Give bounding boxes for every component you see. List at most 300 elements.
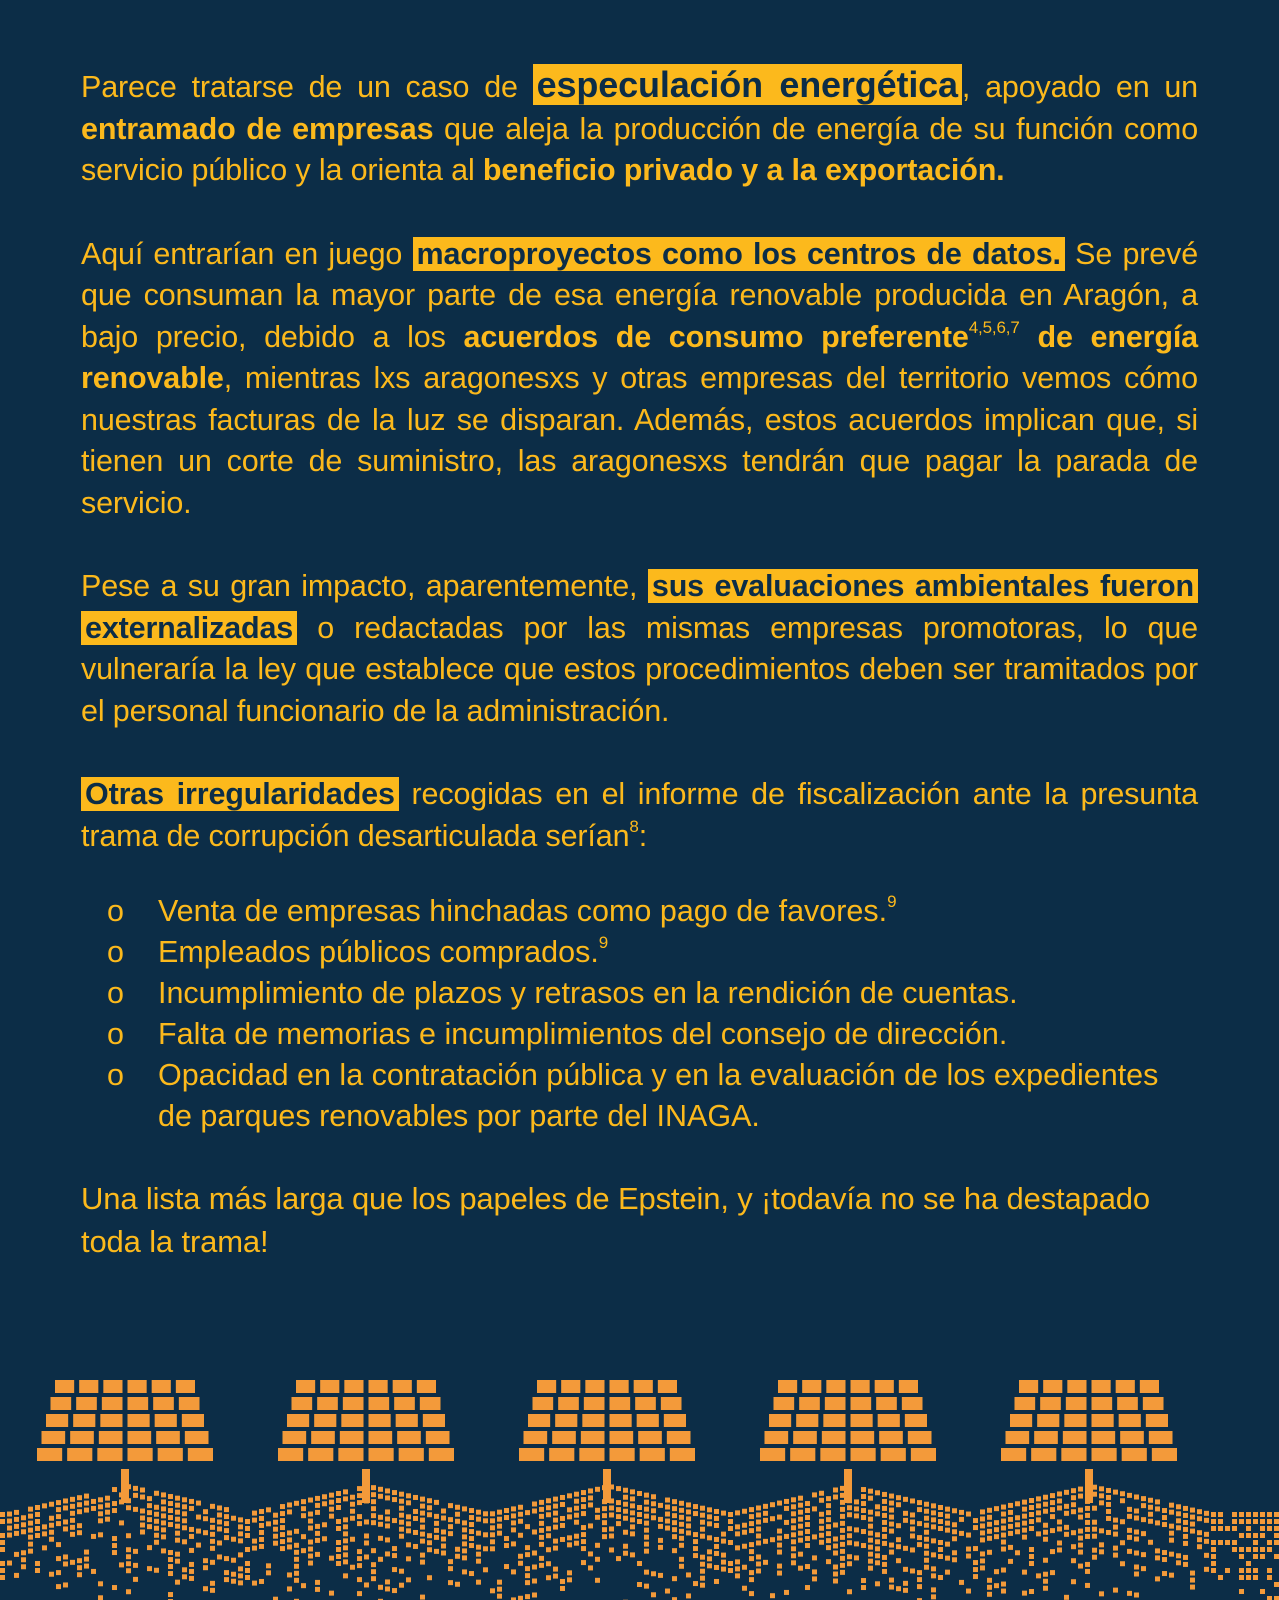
ground-pixel [14, 1573, 19, 1578]
footnote-ref: 9 [887, 892, 897, 911]
ground-pixel [588, 1523, 593, 1528]
ground-pixel [1211, 1519, 1216, 1524]
ground-pixel [1071, 1488, 1076, 1493]
ground-pixel [1050, 1549, 1055, 1554]
ground-pixel [1022, 1521, 1027, 1526]
ground-pixel [175, 1559, 180, 1564]
ground-pixel [182, 1511, 187, 1516]
panel-cell [185, 1431, 209, 1444]
ground-pixel [266, 1521, 271, 1526]
ground-pixel [784, 1520, 789, 1525]
ground-pixel [77, 1572, 82, 1577]
ground-pixel [497, 1510, 502, 1515]
panel-cell [369, 1397, 390, 1410]
ground-pixel [1078, 1494, 1083, 1499]
panel-cell [793, 1431, 817, 1444]
ground-pixel [630, 1524, 635, 1529]
ground-pixel [238, 1531, 243, 1536]
ground-pixel [357, 1591, 362, 1596]
ground-pixel [497, 1594, 502, 1599]
ground-pixel [868, 1538, 873, 1543]
panel-cell [802, 1380, 821, 1393]
ground-pixel [875, 1490, 880, 1495]
ground-pixel [182, 1574, 187, 1579]
ground-pixel [350, 1537, 355, 1542]
ground-pixel [1183, 1520, 1188, 1525]
ground-pixel [665, 1589, 670, 1594]
ground-pixel [1043, 1509, 1048, 1514]
ground-pixel [553, 1567, 558, 1572]
ground-pixel [889, 1522, 894, 1527]
ground-pixel [364, 1533, 369, 1538]
ground-pixel [1015, 1515, 1020, 1520]
ground-pixel [1008, 1503, 1013, 1508]
ground-pixel [294, 1501, 299, 1506]
ground-pixel [455, 1554, 460, 1559]
ground-pixel [1050, 1528, 1055, 1533]
ground-pixel [945, 1521, 950, 1526]
panel-cell [635, 1397, 656, 1410]
ground-pixel [189, 1534, 194, 1539]
panel-cell [155, 1414, 177, 1427]
ground-pixel [868, 1517, 873, 1522]
ground-pixel [154, 1491, 159, 1496]
ground-pixel [1274, 1519, 1279, 1524]
ground-pixel [1253, 1540, 1258, 1545]
ground-pixel [455, 1505, 460, 1510]
ground-pixel [168, 1508, 173, 1513]
ground-pixel [287, 1502, 292, 1507]
ground-pixel [420, 1511, 425, 1516]
ground-pixel [1064, 1532, 1069, 1537]
ground-pixel [133, 1486, 138, 1491]
ground-pixel [658, 1524, 663, 1529]
ground-pixel [476, 1559, 481, 1564]
ground-pixel [217, 1540, 222, 1545]
ground-pixel [238, 1552, 243, 1557]
ground-pixel [805, 1543, 810, 1548]
ground-pixel [77, 1495, 82, 1500]
ground-pixel [798, 1517, 803, 1522]
ground-pixel [1113, 1546, 1118, 1551]
ground-pixel [420, 1595, 425, 1600]
ground-pixel [294, 1578, 299, 1583]
ground-pixel [721, 1560, 726, 1565]
ground-pixel [798, 1538, 803, 1543]
ground-pixel [308, 1519, 313, 1524]
ground-pixel [434, 1535, 439, 1540]
ground-pixel [1162, 1508, 1167, 1513]
ground-pixel [896, 1544, 901, 1549]
ground-pixel [567, 1514, 572, 1519]
ground-pixel [189, 1576, 194, 1581]
panel-cell [100, 1414, 122, 1427]
ground-pixel [966, 1533, 971, 1538]
ground-pixel [308, 1512, 313, 1517]
ground-pixel [196, 1543, 201, 1548]
solar-panels-icon [0, 1360, 1279, 1600]
ground-pixel [371, 1513, 376, 1518]
ground-pixel [140, 1495, 145, 1500]
panel-cell [1067, 1380, 1086, 1393]
panel-cell [1043, 1380, 1062, 1393]
ground-pixel [546, 1533, 551, 1538]
ground-pixel [616, 1514, 621, 1519]
ground-pixel [1071, 1509, 1076, 1514]
ground-pixel [539, 1528, 544, 1533]
ground-pixel [14, 1510, 19, 1515]
ground-pixel [805, 1585, 810, 1590]
ground-pixel [819, 1540, 824, 1545]
ground-pixel [651, 1494, 656, 1499]
ground-pixel [406, 1542, 411, 1547]
list-item-text: Incumplimiento de plazos y retrasos en la rendición de cuentas. [158, 976, 1018, 1010]
ground-pixel [602, 1506, 607, 1511]
list-item-text: Falta de memorias e incumplimientos del consejo de dirección. [158, 1017, 1008, 1051]
ground-pixel [658, 1545, 663, 1550]
ground-pixel [504, 1515, 509, 1520]
ground-pixel [245, 1561, 250, 1566]
ground-pixel [1260, 1512, 1265, 1517]
ground-pixel [1113, 1553, 1118, 1558]
ground-pixel [1155, 1499, 1160, 1504]
ground-pixel [756, 1505, 761, 1510]
ground-pixel [1169, 1552, 1174, 1557]
ground-pixel [882, 1562, 887, 1567]
ground-pixel [819, 1526, 824, 1531]
ground-pixel [35, 1519, 40, 1524]
ground-pixel [406, 1500, 411, 1505]
ground-pixel [770, 1537, 775, 1542]
ground-pixel [1141, 1566, 1146, 1571]
ground-pixel [287, 1572, 292, 1577]
ground-pixel [1071, 1530, 1076, 1535]
ground-pixel [553, 1574, 558, 1579]
ground-pixel [812, 1569, 817, 1574]
ground-pixel [1022, 1507, 1027, 1512]
ground-pixel [707, 1514, 712, 1519]
panel-cell [156, 1431, 180, 1444]
ground-pixel [588, 1551, 593, 1556]
ground-pixel [1267, 1519, 1272, 1524]
ground-pixel [126, 1568, 131, 1573]
ground-pixel [1036, 1503, 1041, 1508]
ground-pixel [679, 1501, 684, 1506]
ground-pixel [462, 1527, 467, 1532]
ground-pixel [791, 1553, 796, 1558]
ground-pixel [119, 1562, 124, 1567]
panel-cell [1092, 1397, 1113, 1410]
ground-pixel [175, 1524, 180, 1529]
ground-pixel [574, 1506, 579, 1511]
ground-pixel [0, 1519, 5, 1524]
ground-pixel [1246, 1512, 1251, 1517]
text: , mientras lxs aragonesxs y otras empresas del territorio vemos cómo nuestras facturas de la luz se disparan. Además, estos acuerdos implican que, si tienen un corte de suministro, las aragonesxs tendrán que pagar la parada de servicio. [81, 361, 1198, 520]
list-item-text: Opacidad en la contratación pública y en la evaluación de los expedientes de parques renovables por parte del INAGA. [158, 1058, 1159, 1133]
list-item-text: Empleados públicos comprados. [158, 935, 599, 969]
ground-pixel [889, 1550, 894, 1555]
ground-pixel [553, 1504, 558, 1509]
ground-pixel [1253, 1568, 1258, 1573]
ground-pixel [182, 1504, 187, 1509]
ground-pixel [700, 1513, 705, 1518]
ground-pixel [63, 1582, 68, 1587]
ground-pixel [28, 1549, 33, 1554]
panel-cell [899, 1380, 918, 1393]
ground-pixel [938, 1540, 943, 1545]
bold-text: acuerdos de consumo preferente [463, 319, 969, 354]
ground-pixel [1190, 1515, 1195, 1520]
ground-pixel [756, 1554, 761, 1559]
ground-pixel [854, 1506, 859, 1511]
ground-pixel [623, 1530, 628, 1535]
ground-pixel [630, 1510, 635, 1515]
ground-pixel [455, 1582, 460, 1587]
ground-pixel [21, 1564, 26, 1569]
ground-pixel [1204, 1567, 1209, 1572]
ground-pixel [182, 1525, 187, 1530]
ground-pixel [1085, 1527, 1090, 1532]
ground-pixel [924, 1544, 929, 1549]
ground-pixel [994, 1520, 999, 1525]
panel-cell [658, 1380, 677, 1393]
ground-pixel [497, 1524, 502, 1529]
ground-pixel [987, 1522, 992, 1527]
ground-pixel [399, 1513, 404, 1518]
ground-pixel [560, 1586, 565, 1591]
panel-cell [610, 1448, 635, 1461]
ground-pixel [504, 1543, 509, 1548]
ground-pixel [1260, 1554, 1265, 1559]
ground-pixel [238, 1517, 243, 1522]
panel-cell [369, 1380, 388, 1393]
ground-pixel [735, 1573, 740, 1578]
ground-pixel [161, 1513, 166, 1518]
panel-cell [37, 1448, 62, 1461]
ground-pixel [1078, 1508, 1083, 1513]
ground-pixel [357, 1514, 362, 1519]
ground-pixel [371, 1492, 376, 1497]
ground-pixel [882, 1520, 887, 1525]
ground-pixel [1246, 1533, 1251, 1538]
ground-pixel [819, 1498, 824, 1503]
ground-pixel [525, 1573, 530, 1578]
ground-pixel [637, 1519, 642, 1524]
ground-pixel [476, 1552, 481, 1557]
ground-pixel [70, 1511, 75, 1516]
ground-pixel [511, 1506, 516, 1511]
ground-pixel [28, 1535, 33, 1540]
ground-pixel [623, 1516, 628, 1521]
ground-pixel [553, 1518, 558, 1523]
ground-pixel [133, 1493, 138, 1498]
ground-pixel [189, 1569, 194, 1574]
ground-pixel [294, 1571, 299, 1576]
ground-pixel [14, 1531, 19, 1536]
ground-pixel [896, 1586, 901, 1591]
ground-pixel [315, 1580, 320, 1585]
ground-pixel [1141, 1496, 1146, 1501]
ground-pixel [777, 1529, 782, 1534]
ground-pixel [1155, 1548, 1160, 1553]
ground-pixel [14, 1552, 19, 1557]
ground-pixel [1162, 1550, 1167, 1555]
ground-pixel [476, 1510, 481, 1515]
ground-pixel [49, 1537, 54, 1542]
ground-pixel [602, 1520, 607, 1525]
ground-pixel [1169, 1524, 1174, 1529]
ground-pixel [868, 1496, 873, 1501]
ground-pixel [931, 1587, 936, 1592]
ground-pixel [294, 1529, 299, 1534]
ground-pixel [1141, 1552, 1146, 1557]
ground-pixel [273, 1527, 278, 1532]
ground-pixel [525, 1510, 530, 1515]
ground-pixel [1001, 1547, 1006, 1552]
ground-pixel [161, 1520, 166, 1525]
ground-pixel [1085, 1520, 1090, 1525]
ground-pixel [357, 1493, 362, 1498]
ground-pixel [770, 1502, 775, 1507]
ground-pixel [1239, 1547, 1244, 1552]
panel-cell [70, 1431, 94, 1444]
ground-pixel [1057, 1547, 1062, 1552]
irregularities-list [81, 891, 1198, 1137]
ground-pixel [721, 1567, 726, 1572]
ground-pixel [889, 1508, 894, 1513]
ground-pixel [56, 1542, 61, 1547]
ground-pixel [63, 1505, 68, 1510]
ground-pixel [693, 1553, 698, 1558]
ground-pixel [630, 1503, 635, 1508]
bullet-icon: o [107, 1058, 124, 1092]
ground-pixel [644, 1584, 649, 1589]
panel-cell [1040, 1397, 1061, 1410]
ground-pixel [1099, 1486, 1104, 1491]
ground-pixel [546, 1526, 551, 1531]
ground-pixel [1029, 1589, 1034, 1594]
ground-pixel [742, 1565, 747, 1570]
article-body [81, 64, 1198, 1263]
ground-pixel [1078, 1515, 1083, 1520]
ground-pixel [224, 1570, 229, 1575]
ground-pixel [1239, 1589, 1244, 1594]
ground-pixel [735, 1531, 740, 1536]
ground-pixel [210, 1581, 215, 1586]
ground-pixel [434, 1514, 439, 1519]
ground-pixel [399, 1492, 404, 1497]
ground-pixel [826, 1538, 831, 1543]
ground-pixel [924, 1502, 929, 1507]
ground-pixel [147, 1566, 152, 1571]
panel-cell [429, 1448, 454, 1461]
ground-pixel [154, 1519, 159, 1524]
panel-cell [640, 1448, 665, 1461]
ground-pixel [693, 1546, 698, 1551]
panel-cell [103, 1380, 122, 1393]
ground-pixel [609, 1526, 614, 1531]
ground-pixel [637, 1491, 642, 1496]
ground-pixel [777, 1501, 782, 1506]
ground-pixel [0, 1533, 5, 1538]
ground-pixel [539, 1563, 544, 1568]
ground-pixel [1029, 1512, 1034, 1517]
ground-pixel [889, 1585, 894, 1590]
ground-pixel [84, 1550, 89, 1555]
panel-cell [661, 1397, 682, 1410]
ground-pixel [399, 1569, 404, 1574]
ground-pixel [1176, 1553, 1181, 1558]
ground-pixel [329, 1500, 334, 1505]
ground-pixel [728, 1519, 733, 1524]
ground-pixel [826, 1559, 831, 1564]
ground-pixel [1064, 1504, 1069, 1509]
panel-pole [603, 1469, 611, 1503]
ground-pixel [847, 1526, 852, 1531]
ground-pixel [1232, 1519, 1237, 1524]
ground-pixel [896, 1502, 901, 1507]
ground-pixel [399, 1506, 404, 1511]
ground-pixel [595, 1557, 600, 1562]
ground-pixel [1162, 1515, 1167, 1520]
ground-pixel [210, 1539, 215, 1544]
ground-pixel [259, 1523, 264, 1528]
ground-pixel [1099, 1528, 1104, 1533]
solar-panel [37, 1380, 213, 1503]
ground-pixel [644, 1514, 649, 1519]
ground-pixel [175, 1496, 180, 1501]
ground-pixel [224, 1528, 229, 1533]
panel-cell [292, 1397, 313, 1410]
ground-pixel [700, 1583, 705, 1588]
ground-pixel [945, 1507, 950, 1512]
ground-pixel [1218, 1526, 1223, 1531]
ground-pixel [56, 1500, 61, 1505]
ground-pixel [1232, 1512, 1237, 1517]
ground-pixel [1043, 1572, 1048, 1577]
panel-cell [911, 1448, 936, 1461]
list-item [107, 932, 1198, 973]
ground-pixel [539, 1542, 544, 1547]
ground-pixel [728, 1561, 733, 1566]
ground-pixel [238, 1524, 243, 1529]
ground-pixel [161, 1527, 166, 1532]
ground-pixel [532, 1502, 537, 1507]
ground-pixel [756, 1512, 761, 1517]
ground-pixel [707, 1535, 712, 1540]
ground-pixel [672, 1527, 677, 1532]
ground-pixel [70, 1518, 75, 1523]
ground-pixel [672, 1506, 677, 1511]
ground-pixel [1176, 1560, 1181, 1565]
ground-pixel [1239, 1575, 1244, 1580]
ground-pixel [1239, 1554, 1244, 1559]
closing-statement: Una lista más larga que los papeles de Epstein, y ¡todavía no se ha destapado toda la trama! [81, 1181, 1150, 1259]
ground-pixel [952, 1522, 957, 1527]
ground-pixel [287, 1537, 292, 1542]
ground-pixel [1190, 1578, 1195, 1583]
ground-pixel [357, 1549, 362, 1554]
ground-pixel [658, 1517, 663, 1522]
ground-pixel [329, 1514, 334, 1519]
ground-pixel [840, 1549, 845, 1554]
ground-pixel [805, 1536, 810, 1541]
ground-pixel [896, 1495, 901, 1500]
ground-pixel [1239, 1568, 1244, 1573]
ground-pixel [343, 1496, 348, 1501]
ground-pixel [315, 1496, 320, 1501]
panel-cell [610, 1431, 634, 1444]
